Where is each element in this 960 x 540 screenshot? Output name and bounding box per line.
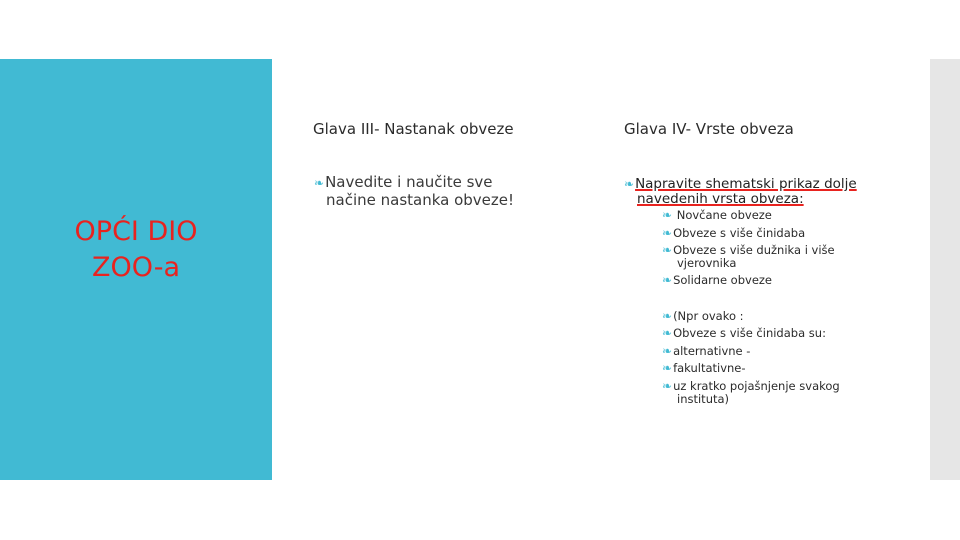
- col2-bullet-line1: Napravite shematski prikaz dolje: [635, 176, 857, 192]
- col1-bullet-line1: Navedite i naučite sve: [325, 173, 493, 191]
- feather-bullet-icon: ❧: [662, 208, 673, 222]
- feather-bullet-icon: ❧: [662, 326, 673, 340]
- col2-heading: Glava IV- Vrste obveza: [624, 120, 794, 138]
- slide-title: [28, 214, 244, 286]
- col2-example-5: ❧uz kratko pojašnjenje svakog instituta): [662, 380, 892, 406]
- col1-heading: Glava III- Nastanak obveze: [313, 120, 514, 138]
- feather-bullet-icon: ❧: [662, 309, 673, 323]
- feather-bullet-icon: ❧: [662, 273, 673, 287]
- right-gray-strip: [930, 59, 960, 480]
- feather-bullet-icon: ❧: [624, 177, 635, 191]
- col2-example-2: ❧Obveze s više činidaba su:: [662, 326, 826, 340]
- col2-subitem-3-cont: vjerovnika: [677, 256, 737, 270]
- col2-example-4: ❧fakultativne-: [662, 361, 746, 375]
- col1-bullet-line2: načine nastanka obveze!: [326, 191, 515, 209]
- col2-subitem-4: ❧Solidarne obveze: [662, 273, 773, 287]
- col2-example-1: ❧(Npr ovako :: [662, 309, 744, 323]
- feather-bullet-icon: ❧: [662, 379, 673, 393]
- feather-bullet-icon: ❧: [662, 344, 673, 358]
- col2-bullet: [624, 177, 894, 207]
- feather-bullet-icon: ❧: [662, 243, 673, 257]
- col2-bullet-line2: navedenih vrsta obveza:: [637, 191, 804, 207]
- slide-title-line1: OPĆI DIO: [74, 216, 198, 247]
- col1-bullet: [314, 174, 554, 209]
- feather-bullet-icon: ❧: [662, 226, 673, 240]
- col2-example-5-cont: instituta): [677, 392, 730, 406]
- feather-bullet-icon: ❧: [662, 361, 673, 375]
- feather-bullet-icon: ❧: [314, 176, 325, 190]
- col2-example-3: ❧alternativne -: [662, 344, 751, 358]
- col2-subitem-2: ❧Obveze s više činidaba: [662, 226, 806, 240]
- col2-subitem-3: ❧Obveze s više dužnika i više vjerovnika: [662, 244, 892, 270]
- slide-title-line2: ZOO-a: [91, 252, 181, 283]
- col2-subitem-1: ❧ Novčane obveze: [662, 208, 772, 222]
